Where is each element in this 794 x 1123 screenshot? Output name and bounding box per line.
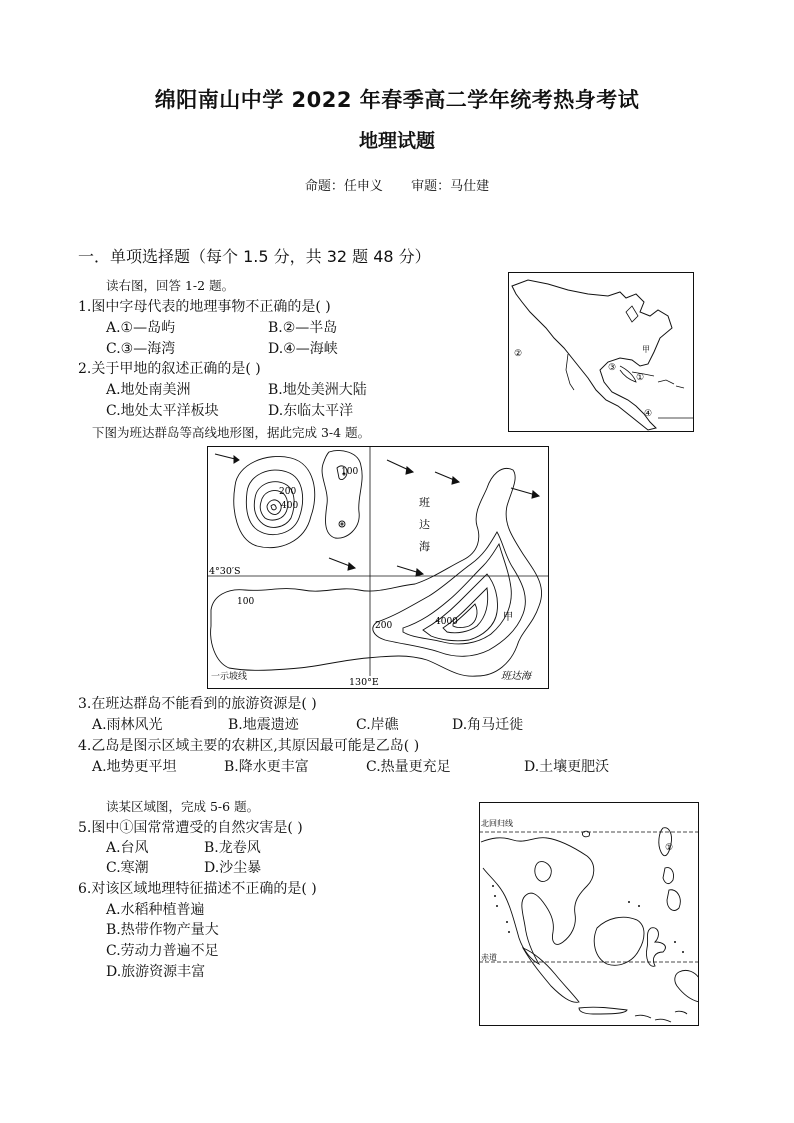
map2-sea-char-1: 班 — [419, 496, 430, 509]
q6-option-b[interactable]: B.热带作物产量大 — [106, 922, 219, 938]
map2-lon-label: 130°E — [349, 677, 379, 688]
q6-option-c[interactable]: C.劳动力普遍不足 — [106, 943, 219, 959]
map2-contour-100-top: 100 — [341, 467, 359, 477]
map1-label-1: ② — [514, 349, 523, 359]
q4-option-c[interactable]: C.热量更充足 — [366, 759, 451, 775]
map2-sea-char-2: 达 — [419, 518, 430, 531]
q4-options — [92, 757, 609, 778]
map2-lat-label: 4°30′S — [209, 566, 241, 577]
q2-options-row1 — [106, 380, 367, 401]
q6-option-a[interactable]: A.水稻种植普遍 — [106, 902, 205, 918]
setter: 命题：任申义 — [304, 179, 383, 194]
q5-option-c[interactable]: C.寒潮 — [106, 860, 149, 876]
section-heading: 一．单项选择题（每个 1.5 分，共 32 题 48 分） — [78, 247, 431, 266]
q3-option-c[interactable]: C.岸礁 — [356, 717, 399, 733]
exam-title: 绵阳南山中学 2022 年春季高二学年统考热身考试 — [154, 88, 640, 112]
map2-contour-200-left: 200 — [279, 487, 297, 497]
q1-options-row1 — [106, 318, 337, 339]
map3-tropic-label: 北回归线 — [481, 819, 513, 828]
q2-option-c[interactable]: C.地处太平洋板块 — [106, 403, 219, 419]
reviewer: 审题：马仕建 — [411, 179, 490, 194]
map1-label-4: 甲 — [642, 345, 650, 354]
map-banda-islands — [207, 446, 549, 689]
authors — [0, 175, 794, 194]
q5-options-row1 — [106, 838, 261, 859]
map-southeast-asia — [479, 802, 699, 1026]
q5-stem: 5.图中①国常常遭受的自然灾害是( ) — [78, 820, 303, 836]
q5-option-b[interactable]: B.龙卷风 — [204, 840, 261, 856]
q1-stem: 1.图中字母代表的地理事物不正确的是( ) — [78, 299, 331, 315]
q4-option-d[interactable]: D.土壤更肥沃 — [524, 759, 610, 775]
map2-contour-100-south: 100 — [237, 597, 255, 607]
q1-option-d[interactable]: D.④—海峡 — [268, 341, 338, 357]
q2-option-d[interactable]: D.东临太平洋 — [268, 403, 354, 419]
q3-stem: 3.在班达群岛不能看到的旅游资源是( ) — [78, 696, 317, 712]
q4-option-a[interactable]: A.地势更平坦 — [92, 759, 177, 775]
map2-sea-char-3: 海 — [419, 540, 430, 553]
map-north-america — [508, 272, 694, 432]
q2-stem: 2.关于甲地的叙述正确的是( ) — [78, 361, 261, 377]
map2-contour-200-south: 200 — [375, 621, 393, 631]
q1-option-a[interactable]: A.①—岛屿 — [106, 320, 176, 336]
map3-country-label: ① — [665, 843, 674, 853]
map2-sea-bottom: 班达海 — [501, 671, 531, 682]
map2-legend: 一示坡线 — [211, 672, 248, 682]
q6-stem: 6.对该区域地理特征描述不正确的是( ) — [78, 881, 317, 897]
exam-subtitle: 地理试题 — [358, 130, 435, 152]
q3-option-a[interactable]: A.雨林风光 — [92, 717, 163, 733]
q3-option-b[interactable]: B.地震遗迹 — [228, 717, 299, 733]
map2-contour-400-left: 400 — [281, 501, 299, 511]
map1-label-3: ④ — [644, 409, 653, 419]
q4-option-b[interactable]: B.降水更丰富 — [224, 759, 309, 775]
q2-options-row2 — [106, 401, 353, 422]
q3-options — [92, 715, 523, 736]
map2-point-jia: 甲 — [503, 612, 513, 623]
q5-option-a[interactable]: A.台风 — [106, 840, 149, 856]
q1-option-c[interactable]: C.③—海湾 — [106, 341, 176, 357]
map3-equator-label: 赤道 — [481, 953, 497, 962]
group3-intro: 读某区域图，完成 5-6 题。 — [106, 799, 260, 814]
map2-contour-4000: 4000 — [435, 617, 458, 627]
q5-option-d[interactable]: D.沙尘暴 — [204, 860, 262, 876]
q5-options-row2 — [106, 858, 261, 879]
q2-option-b[interactable]: B.地处美洲大陆 — [268, 382, 367, 398]
q2-option-a[interactable]: A.地处南美洲 — [106, 382, 191, 398]
q1-options-row2 — [106, 339, 338, 360]
map1-label-2: ③ — [608, 363, 617, 373]
map1-label-0: ① — [636, 373, 645, 383]
q4-stem: 4.乙岛是图示区域主要的农耕区,其原因最可能是乙岛( ) — [78, 738, 420, 754]
group2-intro: 下图为班达群岛等高线地形图，据此完成 3-4 题。 — [92, 425, 371, 440]
q3-option-d[interactable]: D.角马迁徙 — [452, 717, 524, 733]
q1-option-b[interactable]: B.②—半岛 — [268, 320, 338, 336]
group1-intro: 读右图，回答 1-2 题。 — [106, 278, 235, 293]
q6-option-d[interactable]: D.旅游资源丰富 — [106, 964, 206, 980]
